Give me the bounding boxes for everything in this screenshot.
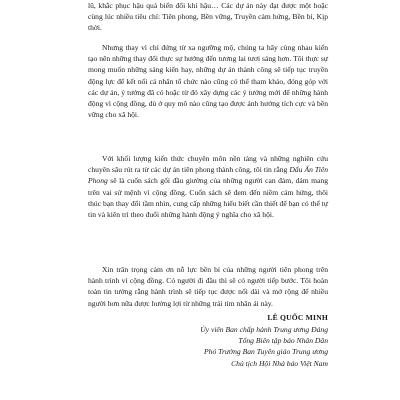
paragraph-3-text bbox=[88, 153, 328, 220]
author-title-2: Tổng Biên tập báo Nhân Dân bbox=[238, 336, 328, 346]
paragraph-4 bbox=[88, 264, 328, 309]
author-titles bbox=[200, 324, 328, 369]
paragraph-2 bbox=[88, 42, 328, 120]
author-title-3: Phó Trưởng Ban Tuyên giáo Trung ương bbox=[204, 347, 328, 357]
author-name: LÊ QUỐC MINH bbox=[267, 313, 328, 322]
paragraph-4-text: Xin trân trọng cảm ơn nỗ lực bền bỉ của những người tiên phong trên hành trình vì cộng đồng. Có người đi đầu thì sẽ có người tiếp bước. Tôi hoàn toàn tin tưởng rằng hành trình sẽ tiếp tục được nối dài và mở rộng để nhiều người hơn nữa được hưởng lợi từ những trái tim nhân ái này. bbox=[88, 265, 328, 308]
book-title: Dấu Ấn Tiên Phong bbox=[88, 165, 328, 186]
paragraph-3 bbox=[88, 153, 328, 220]
paragraph-1 bbox=[88, 0, 328, 34]
paragraph-2-text: Nhưng thay vì chỉ đứng từ xa ngưỡng mộ, chúng ta hãy cùng nhau kiến tạo nên những thay đổi thực sự hướng đến tương lai tươi sáng hơn. Tôi thực sự mong muốn những sáng kiến hay, những dự án thành công sẽ tiếp tục truyền động lực để kết nối cá nhân tổ chức nào cũng có thể tham khảo, đóng góp với các dự án, ý tưởng đã có hoặc từ đó xây dựng các ý tưởng mới để những hành động vì cộng đồng, dù ở quy mô nào cũng tạo được ảnh hưởng tích cực và bền vững cho xã hội. bbox=[88, 43, 328, 120]
paragraph-3-after: sẽ là cuốn sách gối đầu giường của những người can đảm, dám mang trên vai sứ mệnh vì cộng đồng. Cuốn sách sẽ đem đến niềm cảm hứng, thôi thúc bạn thay đổi tầm nhìn, cung cấp những hiểu biết cần thiết để bạn có thể tự tin và kiên trì theo đuổi những hành động ý nghĩa cho xã hội. bbox=[88, 176, 328, 220]
author-title-1: Ủy viên Ban chấp hành Trung ương Đảng bbox=[200, 325, 328, 334]
paragraph-1-text: lũ, khắc phục hậu quả biến đổi khí hậu… Các dự án này đạt được một hoặc cùng lúc nhiều tiêu chí: Tiên phong, Bền vững, Truyền cảm hứng, Bền bỉ, Kịp thời. bbox=[88, 1, 328, 33]
paragraph-3-before: Với khối lượng kiến thức chuyên môn nền tảng và những nghiên cứu chuyên sâu rút ra từ các dự án tiên phong thành công, tôi tin rằng bbox=[88, 154, 328, 175]
author-title-4: Chủ tịch Hội Nhà báo Việt Nam bbox=[231, 358, 328, 368]
